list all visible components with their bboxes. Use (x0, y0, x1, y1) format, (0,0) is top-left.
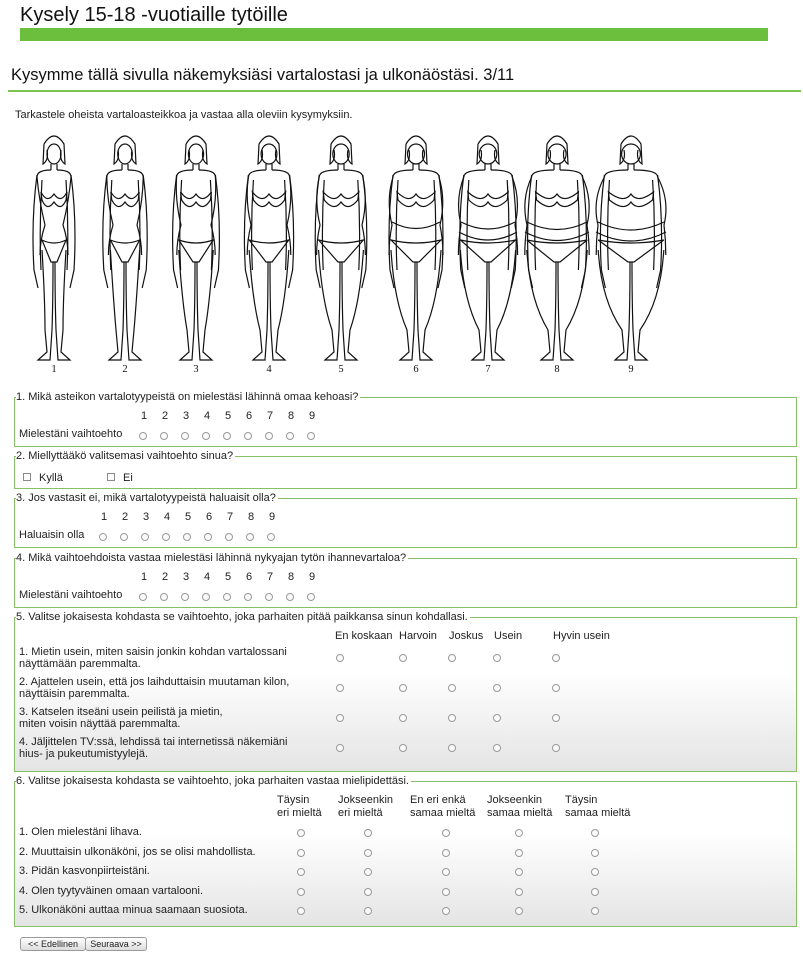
scale-radio-7[interactable] (225, 533, 233, 541)
q5-radio[interactable] (552, 654, 560, 662)
q5-radio[interactable] (552, 714, 560, 722)
q5-column-header: En koskaan (335, 630, 393, 642)
q5-radio[interactable] (493, 684, 501, 692)
q5-radio[interactable] (552, 744, 560, 752)
q6-radio[interactable] (515, 829, 523, 837)
answer-no-checkbox[interactable] (107, 473, 115, 481)
q6-column-header-cont: samaa mieltä (410, 807, 476, 819)
body-figure-2 (103, 136, 147, 360)
q6-radio[interactable] (442, 849, 450, 857)
heading-divider (8, 90, 801, 92)
question-6-fieldset (14, 775, 797, 927)
scale-number-4: 4 (203, 571, 211, 583)
figure-number-5: 5 (338, 364, 344, 375)
scale-radio-1[interactable] (99, 533, 107, 541)
scale-number-6: 6 (245, 571, 253, 583)
q6-radio[interactable] (297, 907, 305, 915)
q5-statement-cont: hius- ja pukeutumistyylejä. (19, 748, 149, 760)
answer-yes-label: Kyllä (39, 472, 63, 484)
q5-statement-cont: näyttämään paremmalta. (19, 658, 141, 670)
question-4-legend: 4. Mikä vaihtoehdoista vastaa mielestäsi lähinnä nykyajan tytön ihannevartaloa? (16, 552, 407, 564)
scale-number-9: 9 (308, 410, 316, 422)
scale-radio-6[interactable] (204, 533, 212, 541)
q5-radio[interactable] (399, 714, 407, 722)
q6-statement: 3. Pidän kasvonpiirteistäni. (19, 865, 150, 877)
q6-column-header: Täysin (277, 794, 310, 806)
figure-number-3: 3 (193, 364, 199, 375)
question-3-fieldset (14, 492, 797, 548)
scale-radio-9[interactable] (267, 533, 275, 541)
progress-bar (20, 28, 768, 41)
scale-number-8: 8 (247, 511, 255, 523)
scale-radio-4[interactable] (162, 533, 170, 541)
q5-radio[interactable] (399, 744, 407, 752)
body-figure-5 (315, 136, 367, 360)
scale-number-1: 1 (100, 511, 108, 523)
scale-radio-2[interactable] (120, 533, 128, 541)
question-6-legend: 6. Valitse jokaisesta kohdasta se vaihtoehto, joka parhaiten vastaa mielipidettäsi. (16, 775, 409, 787)
q5-radio[interactable] (448, 654, 456, 662)
q6-statement: 5. Ulkonäköni auttaa minua saamaan suosiota. (19, 904, 248, 916)
q6-radio[interactable] (364, 829, 372, 837)
figure-number-7: 7 (485, 364, 491, 375)
q6-statement: 4. Olen tyytyväinen omaan vartalooni. (19, 884, 204, 897)
scale-radio-8[interactable] (286, 593, 294, 601)
scale-number-7: 7 (226, 511, 234, 523)
scale-radio-5[interactable] (223, 432, 231, 440)
scale-number-2: 2 (161, 410, 169, 422)
scale-radio-7[interactable] (265, 593, 273, 601)
scale-radio-1[interactable] (139, 432, 147, 440)
row-label: Mielestäni vaihtoehto (19, 589, 123, 601)
scale-radio-3[interactable] (181, 593, 189, 601)
question-1-fieldset (14, 391, 797, 447)
scale-radio-5[interactable] (223, 593, 231, 601)
scale-radio-9[interactable] (307, 593, 315, 601)
scale-radio-4[interactable] (202, 593, 210, 601)
q6-radio[interactable] (591, 888, 599, 896)
body-shape-scale-image (20, 130, 670, 376)
q6-column-header-cont: samaa mieltä (487, 807, 553, 819)
q5-column-header: Harvoin (399, 630, 437, 642)
scale-number-9: 9 (308, 571, 316, 583)
scale-number-3: 3 (182, 410, 190, 422)
q5-radio[interactable] (448, 684, 456, 692)
q6-column-header-cont: samaa mieltä (565, 807, 631, 819)
q5-radio[interactable] (493, 654, 501, 662)
q6-radio[interactable] (442, 907, 450, 915)
scale-radio-8[interactable] (286, 432, 294, 440)
scale-number-7: 7 (266, 410, 274, 422)
scale-number-1: 1 (140, 410, 148, 422)
body-figure-4 (244, 136, 293, 360)
scale-number-2: 2 (121, 511, 129, 523)
figure-number-9: 9 (628, 364, 634, 375)
figure-number-4: 4 (266, 364, 272, 375)
previous-button[interactable]: << Edellinen (20, 937, 86, 951)
q5-statement-cont: näyttäisin paremmalta. (19, 688, 130, 700)
q6-radio[interactable] (364, 888, 372, 896)
figure-number-2: 2 (122, 364, 128, 375)
scale-radio-6[interactable] (244, 432, 252, 440)
q6-statement: 2. Muuttaisin ulkonäköni, jos se olisi mahdollista. (19, 845, 256, 858)
scale-number-3: 3 (142, 511, 150, 523)
q5-statement-cont: miten voisin näyttää paremmalta. (19, 718, 181, 730)
question-3-legend: 3. Jos vastasit ei, mikä vartalotyypeistä haluaisit olla? (16, 492, 276, 504)
figure-number-8: 8 (554, 364, 560, 375)
q5-statement: 4. Jäljittelen TV:ssä, lehdissä tai internetissä näkemiäni (19, 736, 288, 748)
q6-radio[interactable] (297, 849, 305, 857)
question-4-fieldset (14, 552, 797, 608)
body-figure-6 (389, 136, 443, 360)
scale-number-5: 5 (184, 511, 192, 523)
scale-radio-5[interactable] (183, 533, 191, 541)
q6-radio[interactable] (297, 868, 305, 876)
q6-radio[interactable] (515, 868, 523, 876)
question-2-legend: 2. Miellyttääkö valitsemasi vaihtoehto sinua? (16, 450, 234, 462)
body-figure-8 (525, 136, 589, 360)
q6-radio[interactable] (515, 888, 523, 896)
scale-number-4: 4 (203, 410, 211, 422)
q5-radio[interactable] (493, 744, 501, 752)
q6-column-header: Jokseenkin (338, 794, 394, 806)
q5-radio[interactable] (399, 654, 407, 662)
q6-radio[interactable] (515, 849, 523, 857)
app-title: Kysely 15-18 -vuotiaille tytöille (20, 4, 288, 26)
body-figure-9 (596, 136, 666, 360)
q5-column-header: Usein (494, 630, 523, 642)
q5-column-header: Hyvin usein (553, 630, 610, 642)
q5-radio[interactable] (399, 684, 407, 692)
q6-column-header-cont: eri mieltä (277, 807, 322, 819)
page-heading: Kysymme tällä sivulla näkemyksiäsi vartalostasi ja ulkonäöstäsi. 3/11 (11, 66, 515, 84)
scale-radio-7[interactable] (265, 432, 273, 440)
scale-radio-6[interactable] (244, 593, 252, 601)
scale-number-8: 8 (287, 410, 295, 422)
scale-number-2: 2 (161, 571, 169, 583)
question-5-legend: 5. Valitse jokaisesta kohdasta se vaihtoehto, joka parhaiten pitää paikkansa sinun kohdallasi. (16, 611, 468, 623)
row-label: Haluaisin olla (19, 529, 85, 541)
scale-radio-2[interactable] (160, 593, 168, 601)
answer-no-label: Ei (123, 472, 133, 484)
scale-radio-3[interactable] (141, 533, 149, 541)
q5-statement: 2. Ajattelen usein, että jos laihduttaisin muutaman kilon, (19, 676, 290, 688)
question-2-fieldset (14, 450, 797, 489)
scale-radio-4[interactable] (202, 432, 210, 440)
instruction-text: Tarkastele oheista vartaloasteikkoa ja vastaa alla oleviin kysymyksiin. (15, 109, 353, 121)
q5-column-header: Joskus (449, 630, 484, 642)
scale-number-3: 3 (182, 571, 190, 583)
body-figure-3 (173, 136, 220, 360)
scale-number-6: 6 (245, 410, 253, 422)
scale-number-9: 9 (268, 511, 276, 523)
scale-radio-2[interactable] (160, 432, 168, 440)
scale-number-1: 1 (140, 571, 148, 583)
q6-radio[interactable] (591, 829, 599, 837)
q6-column-header-cont: eri mieltä (338, 807, 383, 819)
q5-radio[interactable] (493, 714, 501, 722)
q6-radio[interactable] (297, 888, 305, 896)
q6-column-header: Jokseenkin (487, 794, 543, 806)
q5-radio[interactable] (552, 684, 560, 692)
answer-yes-checkbox[interactable] (23, 473, 31, 481)
question-1-legend: 1. Mikä asteikon vartalotyypeistä on mielestäsi lähinnä omaa kehoasi? (16, 391, 359, 403)
next-button[interactable]: Seuraava >> (85, 937, 147, 951)
body-figure-1 (33, 136, 75, 360)
scale-radio-3[interactable] (181, 432, 189, 440)
q6-radio[interactable] (364, 849, 372, 857)
scale-radio-1[interactable] (139, 593, 147, 601)
q6-radio[interactable] (442, 868, 450, 876)
q6-radio[interactable] (442, 888, 450, 896)
q6-column-header: Täysin (565, 794, 598, 806)
q5-radio[interactable] (336, 654, 344, 662)
q6-statement: 1. Olen mielestäni lihava. (19, 826, 142, 838)
q6-radio[interactable] (364, 868, 372, 876)
figure-number-6: 6 (413, 364, 419, 375)
q6-radio[interactable] (442, 829, 450, 837)
question-5-fieldset (14, 611, 797, 772)
figure-number-1: 1 (51, 364, 57, 375)
body-figure-7 (458, 136, 517, 360)
row-label: Mielestäni vaihtoehto (19, 428, 123, 440)
q6-radio[interactable] (297, 829, 305, 837)
q6-radio[interactable] (591, 849, 599, 857)
q5-statement: 3. Katselen itseäni usein peilistä ja mietin, (19, 706, 223, 718)
scale-number-6: 6 (205, 511, 213, 523)
q6-radio[interactable] (364, 907, 372, 915)
scale-number-7: 7 (266, 571, 274, 583)
q6-column-header: En eri enkä (410, 794, 466, 806)
scale-number-8: 8 (287, 571, 295, 583)
q5-radio[interactable] (336, 744, 344, 752)
q6-radio[interactable] (515, 907, 523, 915)
scale-number-5: 5 (224, 571, 232, 583)
q5-radio[interactable] (448, 744, 456, 752)
q5-radio[interactable] (336, 714, 344, 722)
scale-radio-9[interactable] (307, 432, 315, 440)
scale-radio-8[interactable] (246, 533, 254, 541)
q5-radio[interactable] (448, 714, 456, 722)
scale-number-4: 4 (163, 511, 171, 523)
q6-radio[interactable] (591, 907, 599, 915)
q6-radio[interactable] (591, 868, 599, 876)
scale-number-5: 5 (224, 410, 232, 422)
q5-radio[interactable] (336, 684, 344, 692)
q5-statement: 1. Mietin usein, miten saisin jonkin kohdan vartalossani (19, 646, 287, 658)
